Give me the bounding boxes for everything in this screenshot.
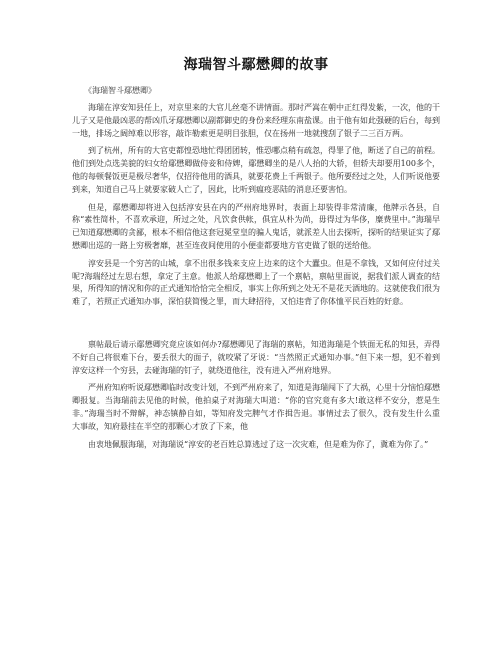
- section-gap: [72, 314, 440, 339]
- paragraph-6: 严州府知府听说鄢懋卿临时改变计划，不到严州府来了，知道是海瑞闯下了大祸，心里十分恼怕鄢懋卿报复。当海瑞前去见他的时候，他拍桌子对海瑞大叫道：“你的官究竟有多大!敢这样不安分，惹是生非。”海瑞当时不辩解，神态镇静自如，等知府发完脾气才作揖告退。事情过去了很久，没有发生什么重大事故，知府悬挂在半空的那颗心才放了下来，他: [72, 383, 440, 431]
- paragraph-3: 但是，鄢懋卿却将进入包括淳安县在内的严州府地界时，表面上却装得非常清廉，他牌示各县，自称“素性简朴，不喜欢承迎，所过之处，凡饮食供帐，俱宜从朴为尚，毋得过为华侈，糜费里中。”海瑞早已知道鄢懋卿的贪鄙，根本不相信他这套冠冕堂皇的骗人鬼话，就派差人出去探听，探听的结果证实了鄢懋卿出巡的一路上穷极奢靡，甚至连夜间使用的小便壶都要地方官吏做了银的送给他。: [72, 202, 440, 250]
- paragraph-5: 禀帖最后请示鄢懋卿究竟应该如何办?鄢懋卿见了海瑞的禀帖，知道海瑞是个铁面无私的知县，弄得不好自己将很难下台，要丢很大的面子，就咬紧了牙说：“当然照正式通知办事。”但下来一想，犯不着到淳安这样一个穷县，去碰海瑞的钉子，就绕道他往，没有进入严州府地界。: [72, 339, 440, 375]
- paragraph-7: 由衷地佩服海瑞，对海瑞说“淳安的老百姓总算逃过了这一次灾难，但是难为你了，冀难为你了。”: [88, 439, 429, 449]
- paragraph-4: 淳安县是一个穷苦的山城，拿不出很多钱来支应上边来的这个大蠹虫。但是不拿钱，又如何应付过关呢?海瑞经过左思右想，拿定了主意。他派人给鄢懋卿上了一个禀帖，禀帖里面说，据我们派人调查的结果，所得知的情况和你的正式通知恰恰完全相反，事实上你所到之处无不是花天酒地的。这就使我们很为难了，若照正式通知办事，深怕获简慢之罪，而大肆招待，又怕违背了你体恤平民百姓的好意。: [72, 258, 440, 307]
- paragraph-2: 到了杭州，所有的大官吏都惶恐地忙得团团转，惟恐哪点稍有疏忽，得罪了他，断送了自己的前程。他们到处点选美貌的妇女给鄢懋卿做侍妾和侍婢，鄢懋卿坐的是八人抬的大轿，但轿夫却要用100多个，他的每顿餐饭更是极尽奢华，仅招待他用的酒具，就要花费上千两银子。他所要经过之处，人们听说他要到来，知道自己马上就要家破人亡了，因此，比听到瘟疫恶陆的消息还要害怕。: [72, 146, 440, 194]
- document-title: 海瑞智斗鄢懋卿的故事: [183, 57, 329, 73]
- paragraph-1: 海瑞在淳安知县任上，对京里来的大官儿丝毫不讲情面。那时严嵩在朝中正红得发紫，一次，他的干儿子又是他最凶恶的帮凶爪牙鄢懋卿以副都御史的身份来经理东南盐课。由于他有如此强硬的后台，每到一地，排场之阔绰难以形容，敲诈勒索更是明目张胆，仅在扬州一地就搜刮了银子二三百万两。: [72, 103, 440, 138]
- document-subtitle: 《海瑞智斗鄢懋卿》: [84, 86, 156, 95]
